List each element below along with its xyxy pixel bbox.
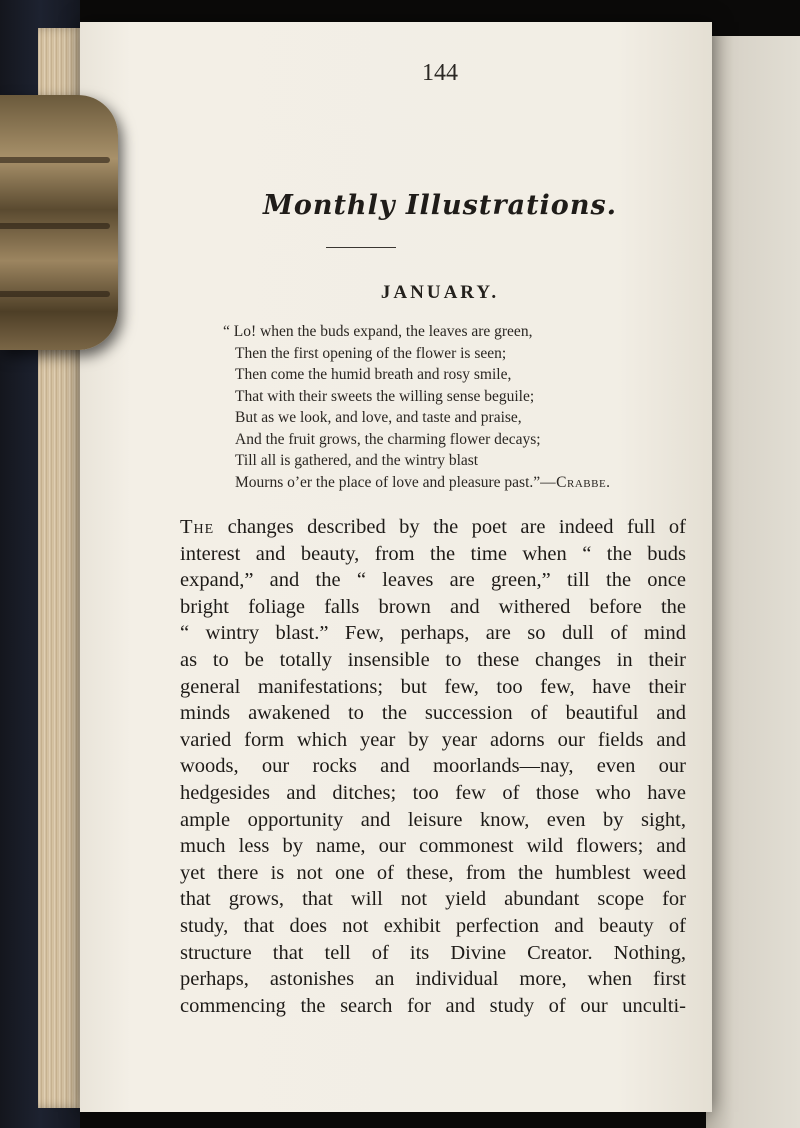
body-line: bright foliage falls brown and withered before the — [180, 595, 686, 618]
clip-groove — [0, 223, 110, 229]
body-line: interest and beauty, from the time when “ the buds — [180, 542, 686, 565]
body-line: minds awakened to the succession of beautiful and — [180, 702, 686, 725]
poem-line: Then the first opening of the flower is seen; — [235, 344, 507, 362]
body-line: “ wintry blast.” Few, perhaps, are so dull of mind — [180, 622, 686, 645]
poem-quote — [223, 321, 695, 493]
page-number: 144 — [422, 60, 458, 86]
body-line: much less by name, our commonest wild flowers; and — [180, 835, 686, 858]
body-line: perhaps, astonishes an individual more, when first — [180, 968, 686, 991]
body-line: commencing the search for and study of our unculti- — [180, 994, 686, 1017]
body-line: study, that does not exhibit perfection and beauty of — [180, 914, 686, 937]
section-title: Monthly Illustrations. — [262, 190, 618, 221]
body-line: yet there is not one of these, from the humblest weed — [180, 861, 686, 884]
drop-word: The — [180, 516, 215, 538]
poem-line: Then come the humid breath and rosy smile, — [235, 366, 512, 383]
poem-line: That with their sweets the willing sense beguile; — [235, 387, 535, 405]
body-line: general manifestations; but few, too few, have their — [180, 675, 686, 698]
body-line: woods, our rocks and moorlands—nay, even our — [180, 755, 686, 778]
body-line: varied form which year by year adorns our fields and — [180, 728, 686, 751]
poem-line-text: Mourns o’er the place of love and pleasure past.” — [235, 473, 541, 491]
body-line: expand,” and the “ leaves are green,” till the once — [180, 569, 686, 592]
title-rule — [326, 247, 396, 248]
page-clip — [0, 95, 118, 350]
poem-attribution: —Crabbe. — [540, 473, 611, 491]
clip-groove — [0, 157, 110, 163]
body-line: structure that tell of its Divine Creator. Nothing, — [180, 941, 686, 964]
body-paragraph — [180, 514, 686, 1019]
poem-line-last — [235, 472, 695, 494]
body-line: that grows, that will not yield abundant scope for — [180, 888, 686, 911]
poem-line: But as we look, and love, and taste and praise, — [235, 409, 522, 426]
body-line: ample opportunity and leisure know, even by sight, — [180, 808, 686, 831]
body-line-text: changes described by the poet are indeed full of — [227, 516, 687, 538]
poem-line: And the fruit grows, the charming flower decays; — [235, 430, 541, 448]
poem-line: “ Lo! when the buds expand, the leaves are green, — [223, 323, 533, 340]
month-heading: JANUARY. — [380, 282, 500, 303]
body-line: hedgesides and ditches; too few of those who have — [180, 781, 686, 804]
body-line-first — [180, 514, 686, 541]
poem-line: Till all is gathered, and the wintry blast — [235, 452, 479, 469]
body-line: as to be totally insensible to these changes in their — [180, 648, 686, 671]
